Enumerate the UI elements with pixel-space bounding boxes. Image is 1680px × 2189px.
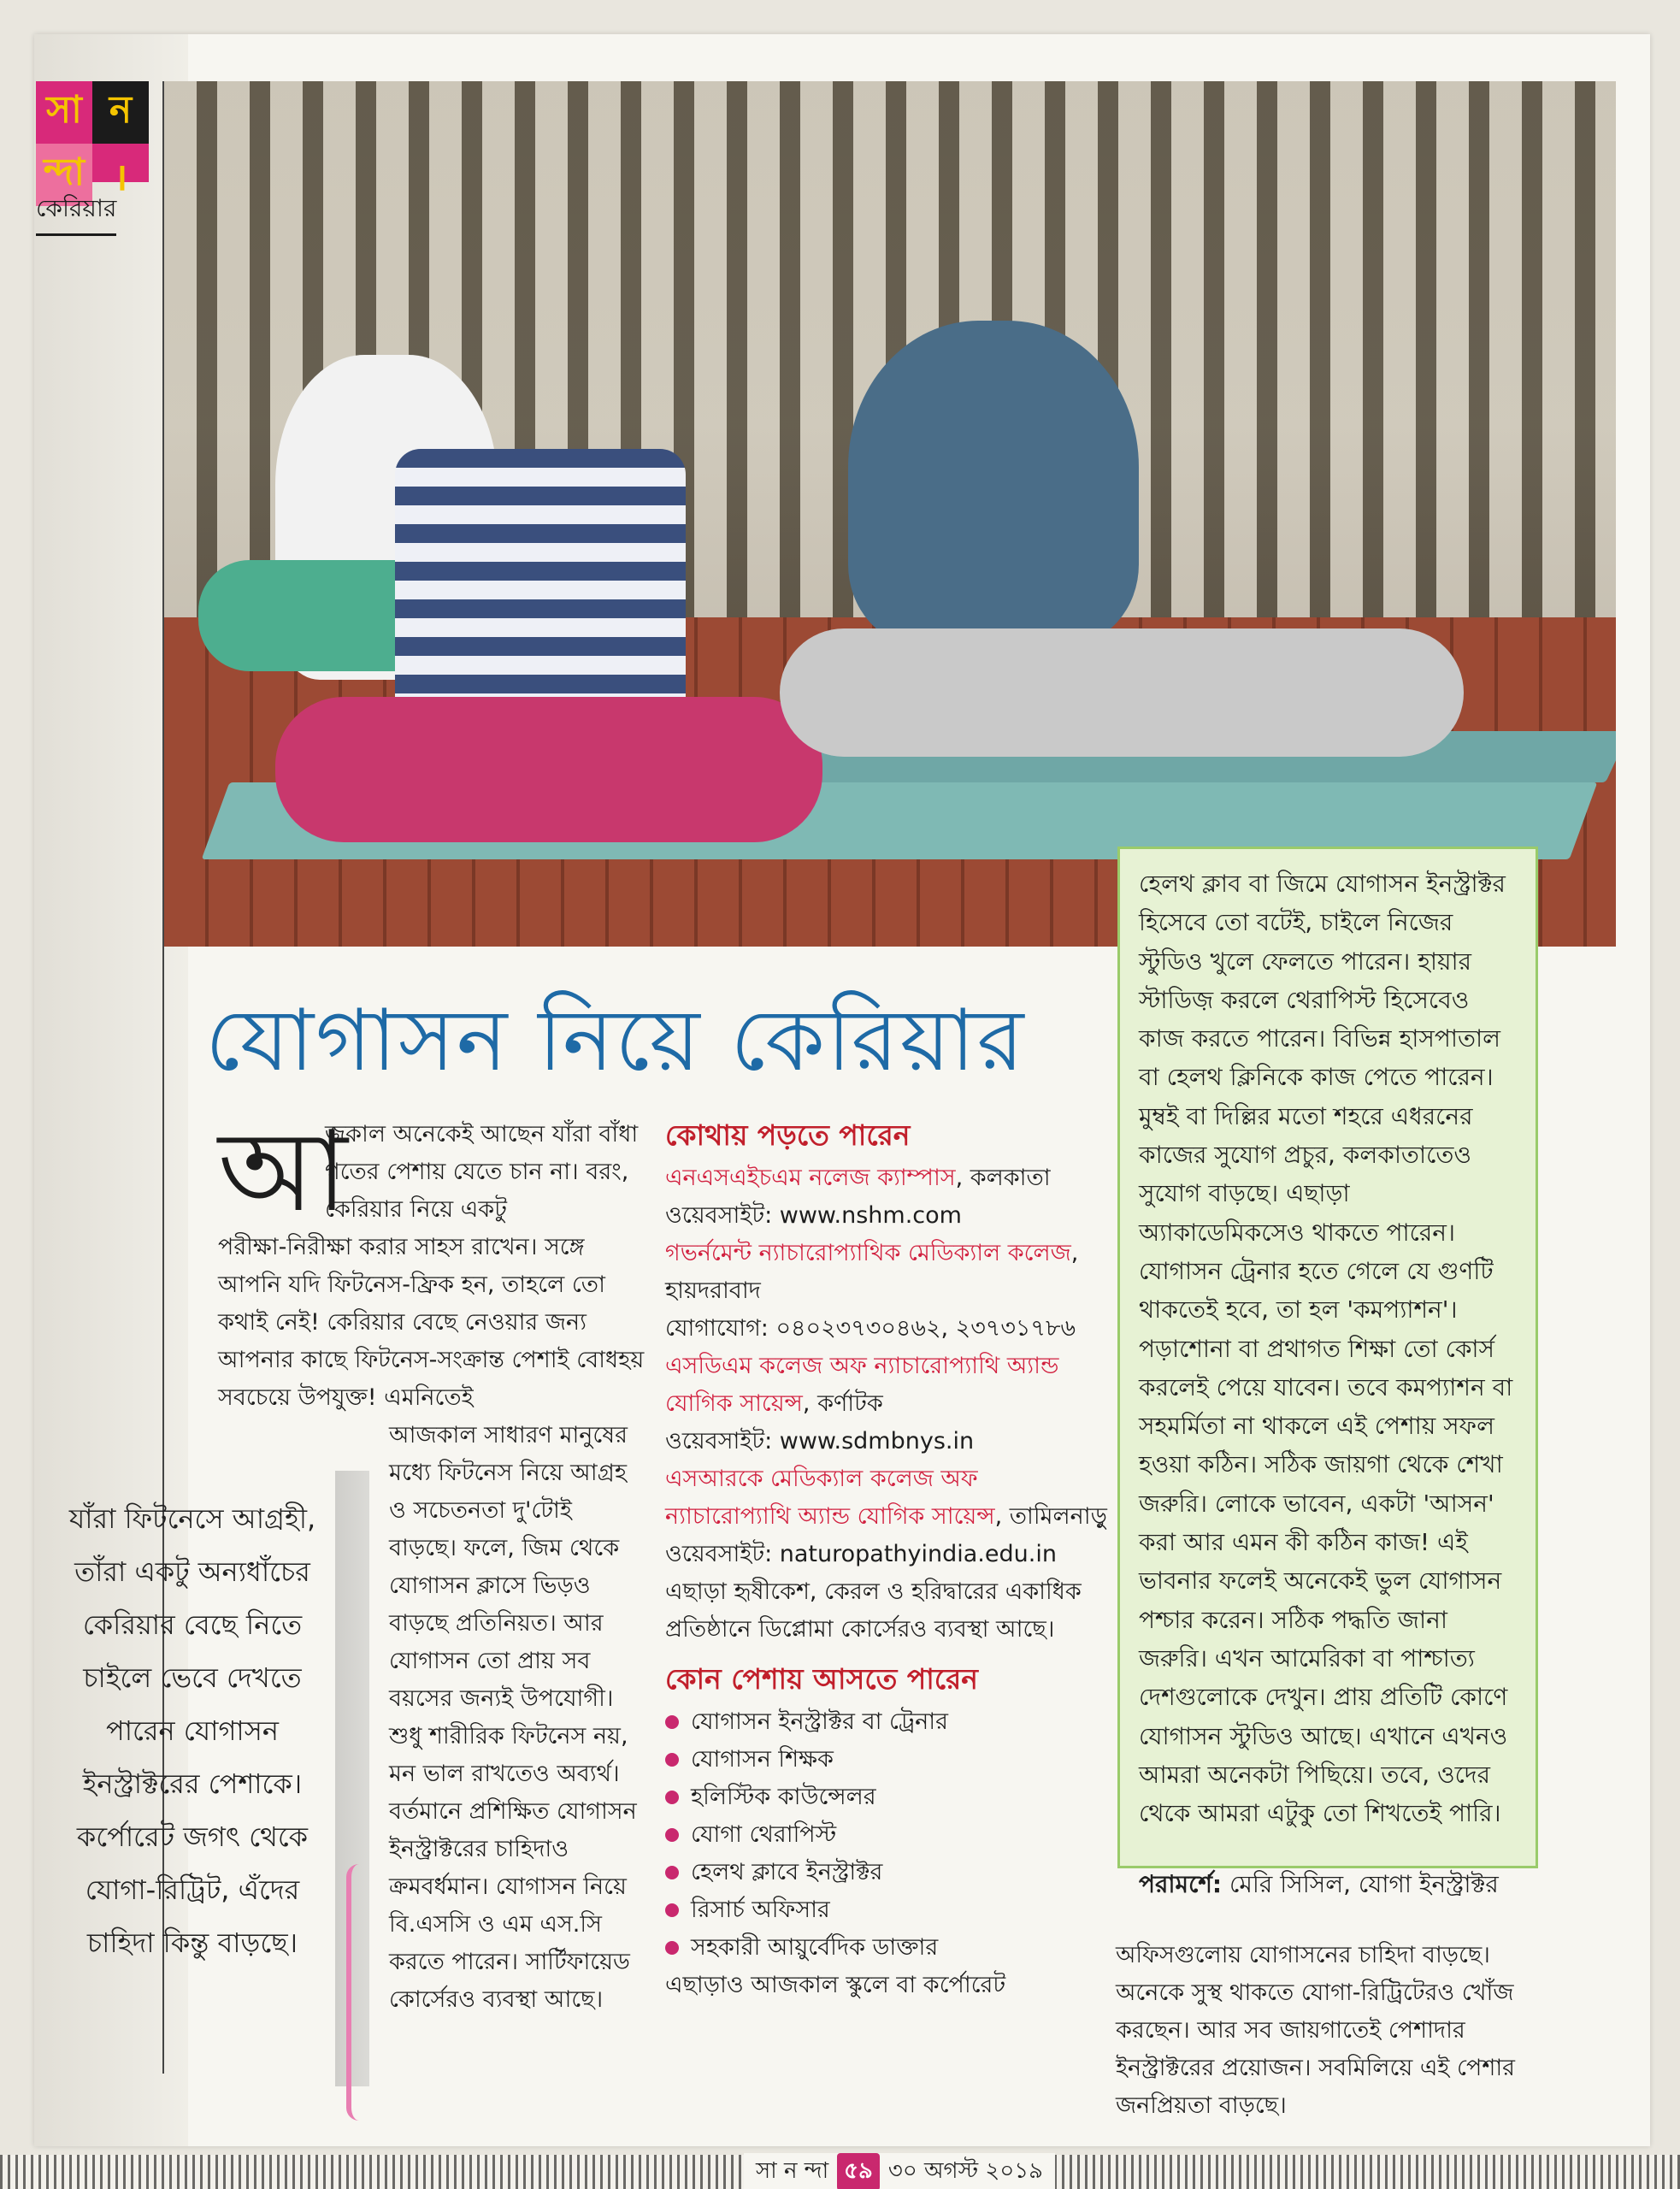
study-note: এছাড়া হৃষীকেশ, কেরল ও হরিদ্বারের একাধিক প্রতিষ্ঠানে ডিপ্লোমা কোর্সেরও ব্যবস্থা আছে।	[665, 1578, 1082, 1643]
institute-info: যোগাযোগ: ০৪০২৩৭৩০৪৬২, ২৩৭৩১৭৮৬	[665, 1315, 1076, 1342]
bullet-icon	[665, 1903, 679, 1917]
institute-name: এসআরকে মেডিক্যাল কলেজ অফ ন্যাচারোপ্যাথি অ্যান্ড যোগিক সায়েন্স	[665, 1466, 995, 1530]
sidebar-credit	[1139, 1865, 1517, 1903]
body-paragraph: আজকাল সাধারণ মানুষের মধ্যে ফিটনেস নিয়ে আগ্রহ ও সচেতনতা দু'টোই বাড়ছে। ফলে, জিম থেকে যোগাসন ক্লাসে ভিড়ও বাড়ছে প্রতিনিয়ত। আর যোগাসন তো প্রায় সব বয়সের জন্যই উপযোগী। শুধু শারীরিক ফিটনেস নয়, মন ভাল রাখতেও অব্যর্থ। বর্তমানে প্রশিক্ষিত যোগাসন ইনস্ট্রাক্টরের চাহিদাও ক্রমবর্ধমান। যোগাসন নিয়ে বি.এসসি ও এম এস.সি করতে পারেন। সার্টিফায়েড কোর্সেরও ব্যবস্থা আছে।	[389, 1422, 637, 2013]
page-number: ৫৯	[837, 2153, 880, 2189]
sidebar-text: হেলথ ক্লাব বা জিমে যোগাসন ইনস্ট্রাক্টর হিসেবে তো বটেই, চাইলে নিজের স্টুডিও খুলে ফেলতে পারেন। হায়ার স্টাডিজ় করলে থেরাপিস্ট হিসেবেও কাজ করতে পারেন। বিভিন্ন হাসপাতাল বা হেলথ ক্লিনিকে কাজ পেতে পারেন। মুম্বই বা দিল্লির মতো শহরে এধরনের কাজের সুযোগ প্রচুর, কলকাতাতেও সুযোগ বাড়ছে। এছাড়া অ্যাকাডেমিকসেও থাকতে পারেন। যোগাসন ট্রেনার হতে গেলে যে গুণটি থাকতেই হবে, তা হল 'কমপ্যাশন'। পড়াশোনা বা প্রথাগত শিক্ষা তো কোর্স করলেই পেয়ে যাবেন। তবে কমপ্যাশন বা সহমর্মিতা না থাকলে এই পেশায় সফল হওয়া কঠিন। সঠিক জায়গা থেকে শেখা জরুরি। লোকে ভাবেন, একটা 'আসন' করা আর এমন কী কঠিন কাজ! এই ভাবনার ফলেই অনেকেই ভুল যোগাসন পশ্চার করেন। সঠিক পদ্ধতি জানা জরুরি। এখন আমেরিকা বা পাশ্চাত্য দেশগুলোকে দেখুন। প্রায় প্রতিটি কোণে যোগাসন স্টুডিও আছে। এখানে এখনও আমরা অনেকটা পিছিয়ে। তবে, ওদের থেকে আমরা এটুকু তো শিখতেই পারি।	[1139, 870, 1513, 1828]
bullet-icon	[665, 1941, 679, 1955]
list-item: যোগা থেরাপিস্ট	[665, 1816, 1110, 1854]
list-item: যোগাসন ইনস্ট্রাক্টর বা ট্রেনার	[665, 1703, 1110, 1741]
pullquote: যাঁরা ফিটনেসে আগ্রহী, তাঁরা একটু অন্যধাঁচের কেরিয়ার বেছে নিতে চাইলে ভেবে দেখতে পারেন যোগাসন ইনস্ট্রাক্টরের পেশাকে। কর্পোরেট জগৎ থেকে যোগা-রিট্রিট, এঁদের চাহিদা কিন্তু বাড়ছে।	[68, 1502, 316, 1959]
institute-place: , কর্ণাটক	[802, 1390, 883, 1417]
body-paragraph: অফিসগুলোয় যোগাসনের চাহিদা বাড়ছে। অনেকে সুস্থ থাকতে যোগা-রিট্রিটেরও খোঁজ করছেন। আর সব জায়গাতেই পেশাদার ইনস্ট্রাক্টরের প্রয়োজন। সবমিলিয়ে এই পেশার জনপ্রিয়তা বাড়ছে।	[1116, 1942, 1515, 2119]
person-figure	[395, 449, 686, 705]
list-item: রিসার্চ অফিসার	[665, 1891, 1110, 1929]
list-item: যোগাসন শিক্ষক	[665, 1741, 1110, 1779]
person-figure	[275, 697, 822, 842]
institute-place: , হায়দরাবাদ	[665, 1240, 1079, 1304]
page-title: যোগাসন নিয়ে কেরিয়ার	[205, 990, 1026, 1090]
pullquote-bracket	[346, 1864, 372, 2121]
page-footer	[744, 2153, 1055, 2189]
institute-info: ওয়েবসাইট: naturopathyindia.edu.in	[665, 1541, 1057, 1567]
list-item: সহকারী আয়ুর্বেদিক ডাক্তার	[665, 1929, 1110, 1967]
yoga-photo	[164, 81, 1616, 947]
institute-name: গভর্নমেন্ট ন্যাচারোপ্যাথিক মেডিক্যাল কলেজ	[665, 1240, 1071, 1266]
institute-place: , তামিলনাড়ু	[994, 1503, 1107, 1530]
subheading-where-to-study: কোথায় পড়তে পারেন	[665, 1118, 911, 1152]
list-item: হলিস্টিক কাউন্সেলর	[665, 1779, 1110, 1816]
credit-name: মেরি সিসিল, যোগা ইনস্ট্রাক্টর	[1222, 1870, 1499, 1899]
bullet-icon	[665, 1866, 679, 1879]
logo-char: ন	[92, 81, 149, 144]
intro-text: জকাল অনেকেই আছেন যাঁরা বাঁধা গতের পেশায় যেতে চান না। বরং, কেরিয়ার নিয়ে একটু	[325, 1121, 639, 1223]
institute-info: ওয়েবসাইট: www.nshm.com	[665, 1202, 962, 1229]
bullet-icon	[665, 1753, 679, 1767]
profession-list	[665, 1703, 1110, 1967]
logo-char: ন্দা	[36, 144, 92, 206]
subheading-professions: কোন পেশায় আসতে পারেন	[665, 1662, 978, 1696]
institute-place: , কলকাতা	[955, 1165, 1051, 1191]
magazine-logo	[36, 81, 149, 199]
institute-entry	[665, 1348, 1110, 1460]
profession-tail-text: এছাড়াও আজকাল স্কুলে বা কর্পোরেট	[665, 1972, 1006, 1998]
institute-name: এনএসএইচএম নলেজ ক্যাম্পাস	[665, 1165, 956, 1191]
body-paragraph: পরীক্ষা-নিরীক্ষা করার সাহস রাখেন। সঙ্গে আপনি যদি ফিটনেস-ফ্রিক হন, তাহলে তো কথাই নেই! কেরিয়ার বেছে নেওয়ার জন্য আপনার কাছে ফিটনেস-সংক্রান্ত পেশাই বোধহয় সবচেয়ে উপযুক্ত! এমনিতেই	[218, 1234, 645, 1411]
bullet-icon	[665, 1791, 679, 1804]
logo-char: সা	[46, 88, 82, 132]
institute-info: ওয়েবসাইট: www.sdmbnys.in	[665, 1428, 975, 1454]
footer-magazine-name: সা ন ন্দা	[756, 2158, 829, 2184]
list-item: হেলথ ক্লাবে ইনস্ট্রাক্টর	[665, 1854, 1110, 1891]
institute-entry	[665, 1460, 1110, 1573]
dropcap: আ	[218, 1106, 348, 1236]
bullet-icon	[665, 1828, 679, 1842]
institute-entry	[665, 1159, 1110, 1235]
logo-char: ।	[113, 155, 128, 199]
bullet-icon	[665, 1715, 679, 1729]
credit-label: পরামর্শে:	[1139, 1870, 1223, 1899]
person-figure	[780, 628, 1464, 757]
info-column	[665, 1112, 1110, 2004]
footer-date: ৩০ অগস্ট ২০১৯	[887, 2158, 1043, 2184]
person-figure	[848, 321, 1139, 646]
institute-name: এসডিএম কলেজ অফ ন্যাচারোপ্যাথি অ্যান্ড যোগিক সায়েন্স	[665, 1353, 1059, 1417]
section-label: কেরিয়ার	[36, 190, 116, 236]
institute-entry	[665, 1235, 1110, 1348]
expert-sidebar	[1117, 847, 1538, 1899]
